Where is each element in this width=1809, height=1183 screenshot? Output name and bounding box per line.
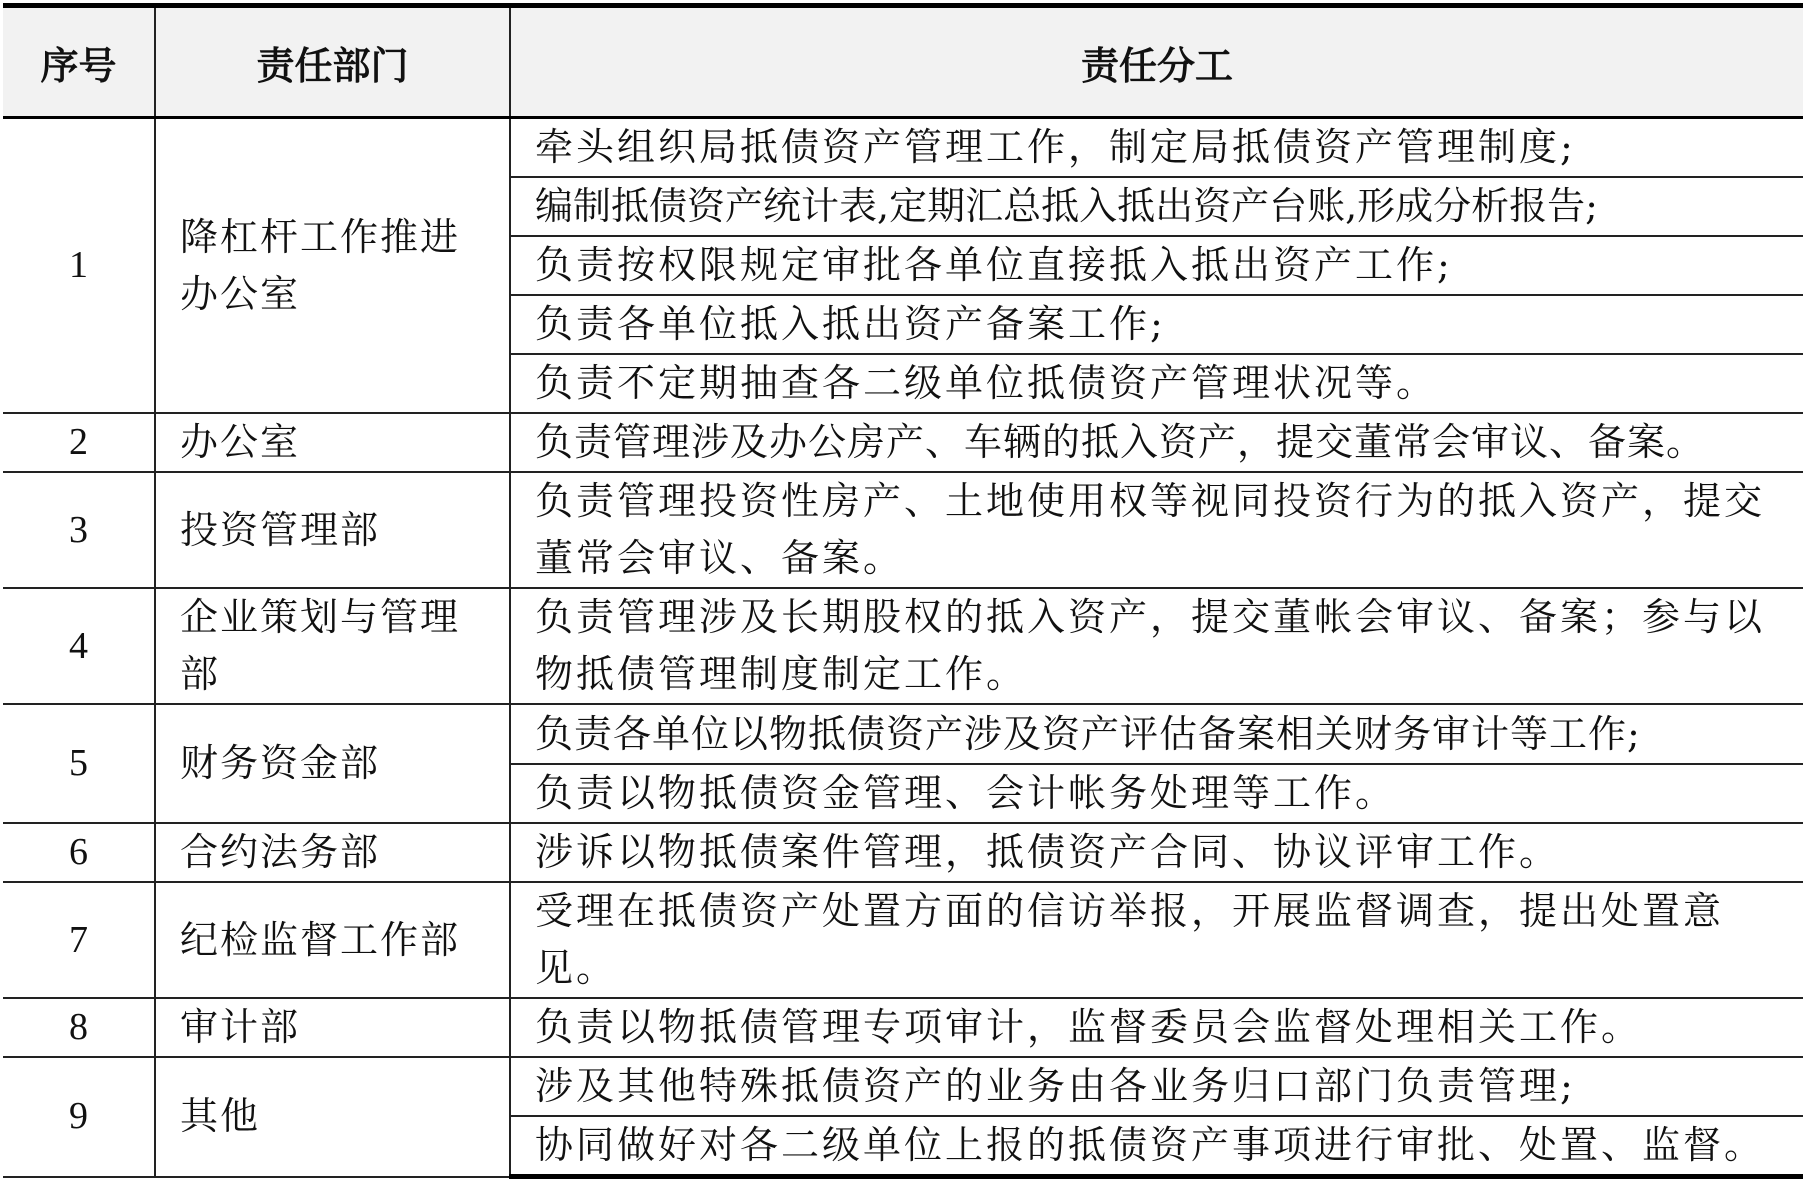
row-number: 5: [3, 704, 155, 823]
row-department: 纪检监督工作部: [155, 882, 510, 998]
row-department: 办公室: [155, 413, 510, 472]
row-department: 合约法务部: [155, 823, 510, 882]
table-row: [3, 588, 1803, 704]
table-header-row: [3, 6, 1803, 118]
table-row: [3, 472, 1803, 588]
row-number: 2: [3, 413, 155, 472]
row-department: 投资管理部: [155, 472, 510, 588]
row-duty: 负责各单位以物抵债资产涉及资产评估备案相关财务审计等工作;: [510, 704, 1803, 764]
table-row: [3, 1057, 1803, 1116]
header-duty: 责任分工: [510, 6, 1803, 118]
row-department: 财务资金部: [155, 704, 510, 823]
row-number: 4: [3, 588, 155, 704]
row-duty: 负责管理涉及办公房产、车辆的抵入资产，提交董常会审议、备案。: [510, 413, 1803, 472]
header-dept: 责任部门: [155, 6, 510, 118]
row-duty: 负责各单位抵入抵出资产备案工作;: [510, 295, 1803, 354]
row-duty: 负责按权限规定审批各单位直接抵入抵出资产工作;: [510, 236, 1803, 295]
table-row: [3, 118, 1803, 178]
responsibility-table-container: [3, 3, 1803, 1179]
row-number: 1: [3, 118, 155, 414]
row-number: 6: [3, 823, 155, 882]
responsibility-table: [3, 3, 1803, 1179]
table-row: [3, 704, 1803, 764]
row-duty: 负责以物抵债管理专项审计，监督委员会监督处理相关工作。: [510, 998, 1803, 1057]
row-department: 企业策划与管理部: [155, 588, 510, 704]
row-duty: 负责管理投资性房产、土地使用权等视同投资行为的抵入资产，提交董常会审议、备案。: [510, 472, 1803, 588]
row-duty: 负责不定期抽查各二级单位抵债资产管理状况等。: [510, 354, 1803, 413]
table-row: [3, 413, 1803, 472]
row-department: 降杠杆工作推进办公室: [155, 118, 510, 414]
row-duty: 负责管理涉及长期股权的抵入资产，提交董帐会审议、备案；参与以物抵债管理制度制定工作。: [510, 588, 1803, 704]
row-number: 9: [3, 1057, 155, 1177]
row-number: 3: [3, 472, 155, 588]
table-row: [3, 823, 1803, 882]
row-duty: 涉及其他特殊抵债资产的业务由各业务归口部门负责管理;: [510, 1057, 1803, 1116]
row-duty: 涉诉以物抵债案件管理，抵债资产合同、协议评审工作。: [510, 823, 1803, 882]
row-department: 审计部: [155, 998, 510, 1057]
table-row: [3, 882, 1803, 998]
row-number: 7: [3, 882, 155, 998]
row-department: 其他: [155, 1057, 510, 1177]
row-duty: 牵头组织局抵债资产管理工作，制定局抵债资产管理制度;: [510, 118, 1803, 178]
row-duty: 受理在抵债资产处置方面的信访举报，开展监督调查，提出处置意见。: [510, 882, 1803, 998]
row-duty: 协同做好对各二级单位上报的抵债资产事项进行审批、处置、监督。: [510, 1116, 1803, 1177]
row-duty: 编制抵债资产统计表,定期汇总抵入抵出资产台账,形成分析报告;: [510, 177, 1803, 236]
row-number: 8: [3, 998, 155, 1057]
header-no: 序号: [3, 6, 155, 118]
row-duty: 负责以物抵债资金管理、会计帐务处理等工作。: [510, 764, 1803, 823]
table-row: [3, 998, 1803, 1057]
